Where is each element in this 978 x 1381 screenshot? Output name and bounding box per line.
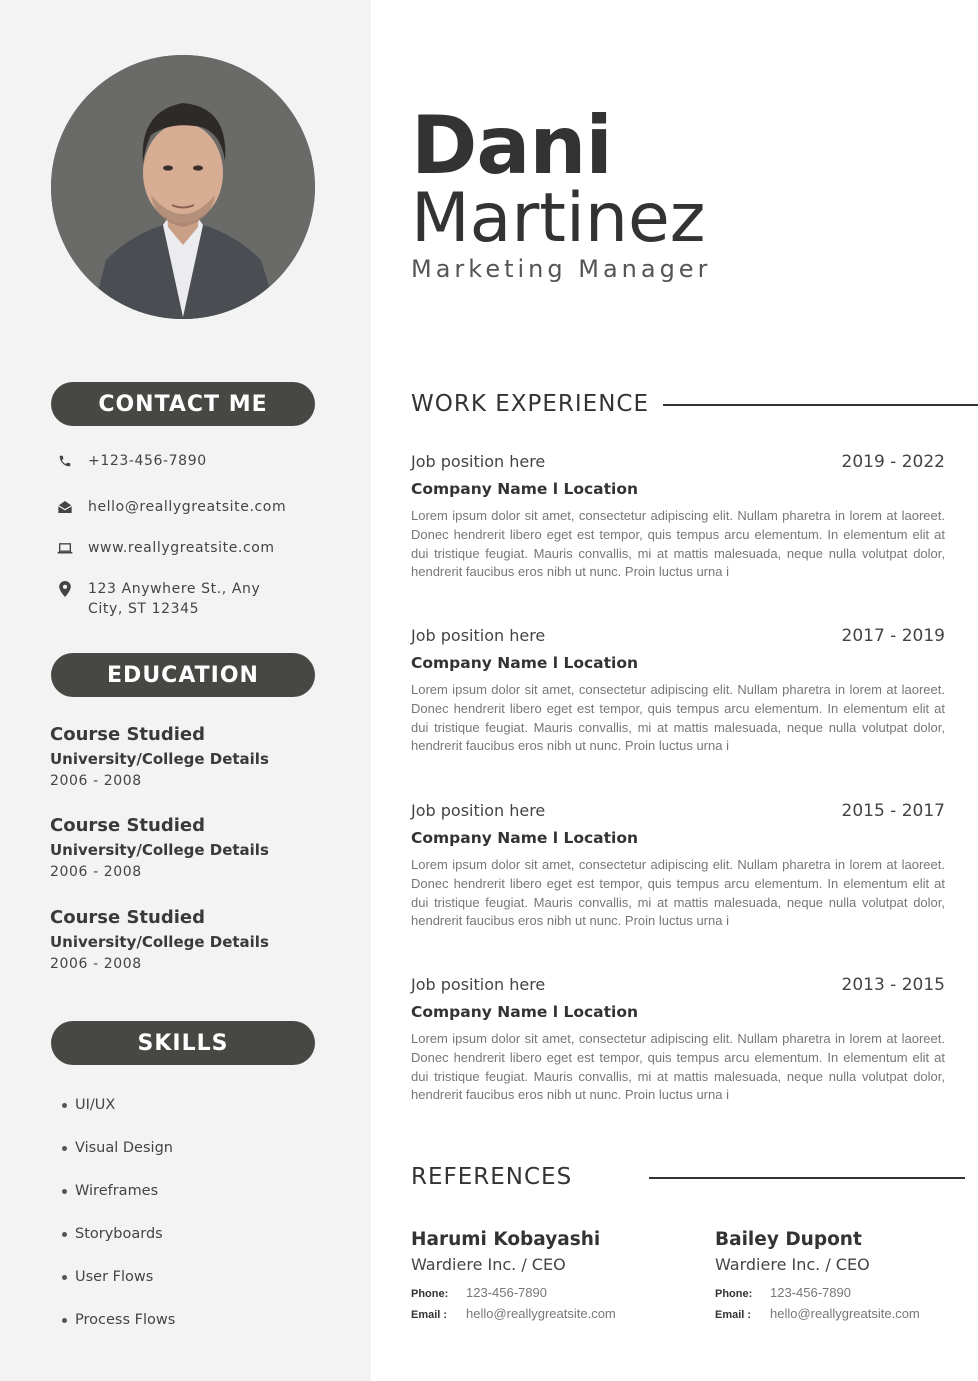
education-item [50, 724, 269, 791]
work-experience-heading: WORK EXPERIENCE [411, 391, 650, 417]
reference-card [411, 1228, 616, 1321]
education-years: 2006 - 2008 [50, 773, 142, 789]
section-divider [649, 1177, 965, 1179]
bullet-icon [62, 1103, 67, 1108]
skill-item [62, 1312, 175, 1328]
last-name: Martinez [411, 179, 706, 258]
course-studied: Course Studied [50, 815, 205, 836]
email-label: Email : [411, 1309, 448, 1321]
reference-title: Wardiere Inc. / CEO [715, 1255, 870, 1274]
job-description: Lorem ipsum dolor sit amet, consectetur adipiscing elit. Nullam pharetra in lorem at laoreet. Donec hendrerit libero eget est tempor, quis tempus arcu elementum. In elementum elit at dui tristique feugiat. Mauris convallis, mi at mattis malesuada, neque nulla volutpat dolor, hendrerit faucibus eros nibh ut nunc. Proin luctus urna i [411, 508, 945, 580]
bullet-icon [62, 1189, 67, 1194]
bullet-icon [62, 1146, 67, 1151]
envelope-icon [56, 498, 74, 516]
email-text[interactable]: hello@reallygreatsite.com [88, 499, 287, 515]
reference-name: Harumi Kobayashi [411, 1229, 601, 1250]
education-heading: EDUCATION [51, 653, 315, 697]
skill-label: Visual Design [75, 1140, 173, 1156]
job-company: Company Name l Location [411, 480, 639, 498]
job-dates: 2017 - 2019 [841, 626, 945, 646]
email-label: Email : [715, 1309, 752, 1321]
reference-phone[interactable]: 123-456-7890 [770, 1285, 851, 1300]
job-position: Job position here [411, 626, 546, 645]
map-pin-icon [56, 580, 74, 598]
address-text: 123 Anywhere St., Any City, ST 12345 [88, 581, 261, 617]
job-entry [411, 626, 945, 756]
contact-heading: CONTACT ME [51, 382, 315, 426]
skill-item [62, 1226, 163, 1242]
job-dates: 2015 - 2017 [841, 801, 945, 821]
course-studied: Course Studied [50, 907, 205, 928]
references-heading: REFERENCES [411, 1164, 573, 1190]
skill-label: Process Flows [75, 1312, 176, 1328]
job-position: Job position here [411, 975, 546, 994]
bullet-icon [62, 1275, 67, 1280]
phone-label: Phone: [411, 1288, 449, 1300]
job-position: Job position here [411, 801, 546, 820]
phone-label: Phone: [715, 1288, 753, 1300]
job-description: Lorem ipsum dolor sit amet, consectetur adipiscing elit. Nullam pharetra in lorem at laoreet. Donec hendrerit libero eget est tempor, quis tempus arcu elementum. In elementum elit at dui tristique feugiat. Mauris convallis, mi at mattis malesuada, neque nulla volutpat dolor, hendrerit faucibus eros nibh ut nunc. Proin luctus urna i [411, 857, 945, 929]
job-company: Company Name l Location [411, 829, 639, 847]
job-company: Company Name l Location [411, 1003, 639, 1021]
phone-text[interactable]: +123-456-7890 [88, 453, 207, 469]
university-details: University/College Details [50, 841, 269, 859]
contact-website [56, 538, 288, 558]
laptop-icon [56, 539, 74, 557]
profile-photo [51, 55, 315, 319]
education-item [50, 815, 269, 882]
first-name: Dani [411, 99, 612, 192]
contact-email [56, 497, 288, 517]
skill-item [62, 1097, 115, 1113]
university-details: University/College Details [50, 750, 269, 768]
reference-title: Wardiere Inc. / CEO [411, 1255, 566, 1274]
education-years: 2006 - 2008 [50, 864, 142, 880]
job-entry [411, 801, 945, 931]
bullet-icon [62, 1318, 67, 1323]
reference-email[interactable]: hello@reallygreatsite.com [770, 1306, 920, 1321]
skill-item [62, 1269, 153, 1285]
skills-heading: SKILLS [51, 1021, 315, 1065]
sidebar [0, 0, 371, 1381]
job-description: Lorem ipsum dolor sit amet, consectetur adipiscing elit. Nullam pharetra in lorem at laoreet. Donec hendrerit libero eget est tempor, quis tempus arcu elementum. In elementum elit at dui tristique feugiat. Mauris convallis, mi at mattis malesuada, neque nulla volutpat dolor, hendrerit faucibus eros nibh ut nunc. Proin luctus urna i [411, 1031, 945, 1103]
job-entry [411, 452, 945, 582]
job-title: Marketing Manager [411, 255, 712, 283]
skill-label: Storyboards [75, 1226, 163, 1242]
job-description: Lorem ipsum dolor sit amet, consectetur adipiscing elit. Nullam pharetra in lorem at laoreet. Donec hendrerit libero eget est tempor, quis tempus arcu elementum. In elementum elit at dui tristique feugiat. Mauris convallis, mi at mattis malesuada, neque nulla volutpat dolor, hendrerit faucibus eros nibh ut nunc. Proin luctus urna i [411, 682, 945, 754]
reference-email[interactable]: hello@reallygreatsite.com [466, 1306, 616, 1321]
skill-item [62, 1183, 158, 1199]
contact-address [56, 579, 288, 619]
reference-name: Bailey Dupont [715, 1229, 862, 1250]
contact-phone [56, 451, 288, 471]
job-dates: 2019 - 2022 [841, 452, 945, 472]
job-position: Job position here [411, 452, 546, 471]
section-divider [663, 404, 978, 406]
education-item [50, 907, 269, 974]
course-studied: Course Studied [50, 724, 205, 745]
skill-label: User Flows [75, 1269, 154, 1285]
skill-label: UI/UX [75, 1097, 116, 1113]
skill-item [62, 1140, 173, 1156]
education-years: 2006 - 2008 [50, 956, 142, 972]
job-entry [411, 975, 945, 1105]
phone-icon [56, 452, 74, 470]
skill-label: Wireframes [75, 1183, 159, 1199]
university-details: University/College Details [50, 933, 269, 951]
website-text[interactable]: www.reallygreatsite.com [88, 540, 275, 556]
bullet-icon [62, 1232, 67, 1237]
reference-card [715, 1228, 920, 1321]
reference-phone[interactable]: 123-456-7890 [466, 1285, 547, 1300]
job-dates: 2013 - 2015 [841, 975, 945, 995]
job-company: Company Name l Location [411, 654, 639, 672]
